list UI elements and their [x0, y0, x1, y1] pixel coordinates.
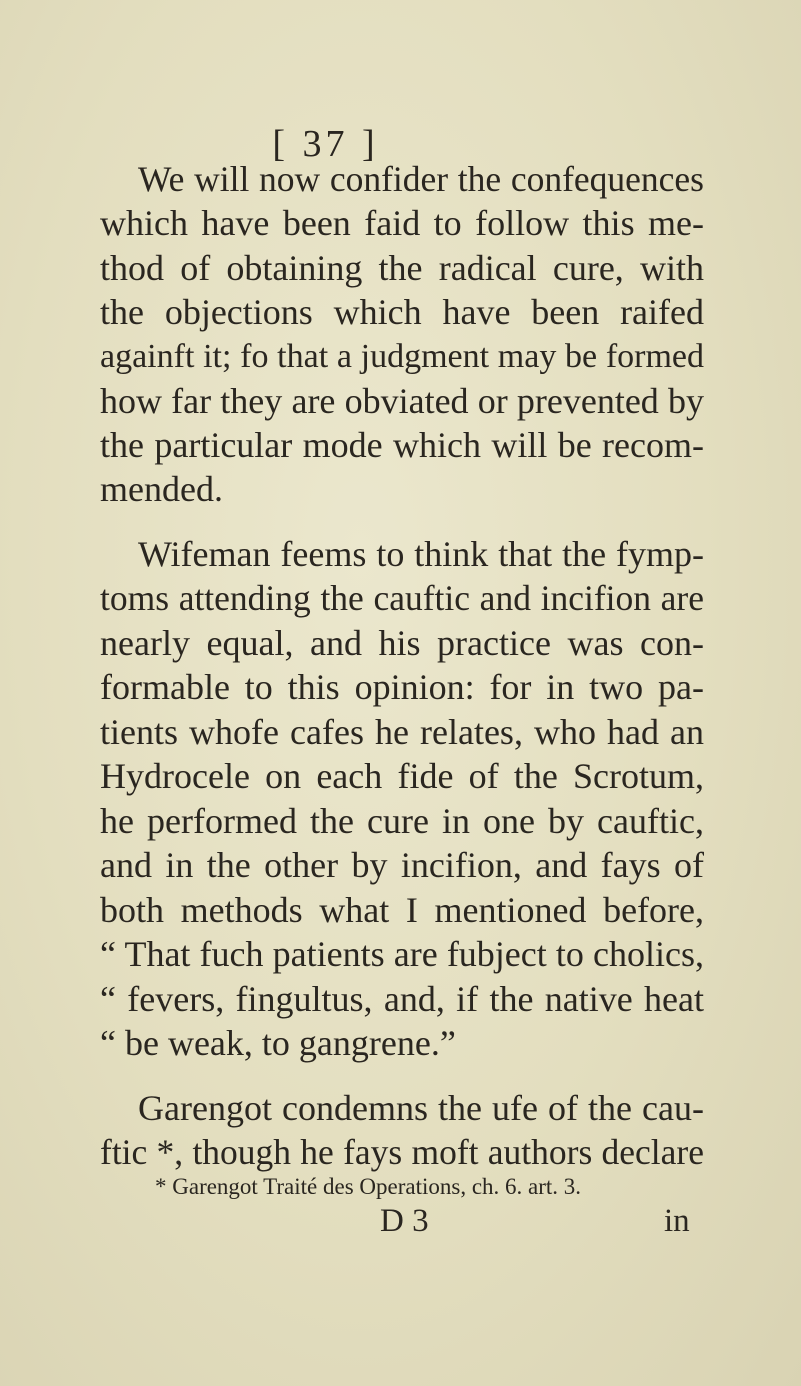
text-line: and in the other by incifion, and fays of — [100, 845, 704, 885]
text-line: nearly equal, and his practice was con- — [100, 623, 704, 663]
text-line: We will now confider the confequences — [138, 159, 704, 199]
text-line: tients whofe cafes he relates, who had an — [100, 712, 704, 752]
catchword: in — [664, 1203, 690, 1239]
text-line: how far they are obviated or prevented by — [100, 381, 704, 421]
text-line: Hydrocele on each fide of the Scrotum, — [100, 756, 704, 796]
text-line: “ be weak, to gangrene.” — [100, 1023, 456, 1063]
text-line: Garengot condemns the ufe of the cau- — [138, 1088, 704, 1128]
text-line: mended. — [100, 469, 223, 509]
text-line: the particular mode which will be recom- — [100, 425, 704, 465]
page-number: [ 37 ] — [272, 123, 379, 165]
text-line: ftic *, though he fays moft authors declare — [100, 1132, 704, 1172]
text-line: both methods what I mentioned before, — [100, 890, 704, 930]
page-footer — [0, 1198, 801, 1244]
text-line: Wifeman feems to think that the fymp- — [138, 534, 704, 574]
text-line: he performed the cure in one by cauftic, — [100, 801, 704, 841]
text-line: toms attending the cauftic and incifion are — [100, 578, 704, 618]
text-line: “ That fuch patients are fubject to cholics, — [100, 934, 704, 974]
signature-mark: D 3 — [380, 1203, 429, 1239]
footnote: * Garengot Traité des Operations, ch. 6. art. 3. — [155, 1174, 582, 1199]
text-line: thod of obtaining the radical cure, with — [100, 248, 704, 288]
text-line: the objections which have been raifed — [100, 292, 704, 332]
text-line: formable to this opinion: for in two pa- — [100, 667, 704, 707]
text-line: “ fevers, fingultus, and, if the native heat — [100, 979, 704, 1019]
text-line: which have been faid to follow this me- — [100, 203, 704, 243]
text-line: againft it; fo that a judgment may be formed — [100, 338, 704, 375]
